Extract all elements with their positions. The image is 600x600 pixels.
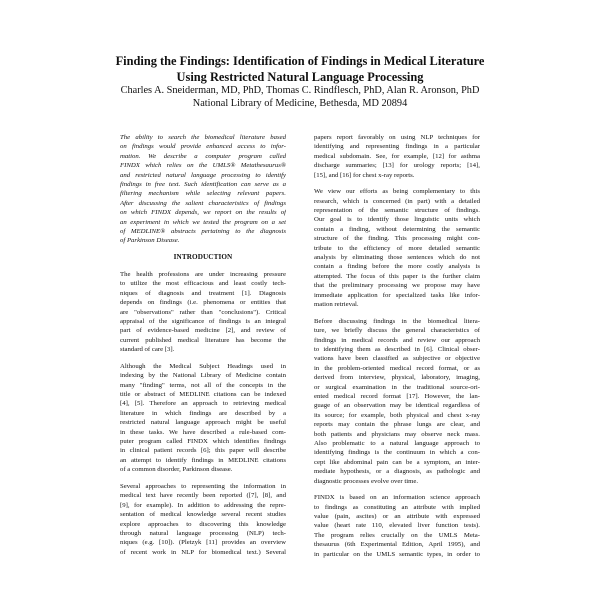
text-line: many "finding" terms, not all of the concepts in the	[120, 381, 286, 389]
text-line: an attempt to identify findings in MEDLINE citations	[120, 456, 286, 464]
text-line: explore approaches to discovering this knowledge	[120, 520, 286, 528]
body-paragraph	[314, 317, 480, 486]
text-line: Although the Medical Subject Headings used in	[120, 362, 286, 370]
text-line: findings in medical records and review our approach	[314, 336, 480, 344]
text-line: in these tasks. We have described a rule-based com-	[120, 428, 286, 436]
text-line: Before discussing findings in the biomedical litera-	[314, 317, 480, 325]
abstract-line: on which FINDX depends, we report on the results of	[120, 209, 286, 217]
text-line: sentation of medical knowledge several recent studies	[120, 511, 286, 519]
text-line: part of evidence-based medicine [2], and review of	[120, 327, 286, 335]
text-line: puter program called FINDX which identifies findings	[120, 438, 286, 446]
text-line: guage of an observation may be identical regardless of	[314, 402, 480, 410]
abstract-line: After discussing the salient characteristics of findings	[120, 199, 286, 207]
title-line: Using Restricted Natural Language Processing	[176, 70, 424, 84]
text-line: [15], and [16] for chest x-ray reports.	[314, 171, 415, 179]
text-line: mediate hypothesis, or a diagnosis, as pathologic and	[314, 468, 480, 476]
body-paragraph	[120, 482, 286, 557]
left-column	[120, 133, 286, 564]
text-line: ture, we briefly discuss the general characteristics of	[314, 327, 480, 335]
text-line: are "observations" rather than "conclusions"). Critical	[120, 308, 286, 316]
text-line: indexing by the National Library of Medicine contain	[120, 372, 286, 380]
body-paragraph	[120, 362, 286, 475]
text-line: medical text have recently been reported ([7], [8], and	[120, 492, 286, 500]
text-line: [4], [5]. Therefore an approach to retrieving medical	[120, 400, 286, 408]
right-column	[314, 133, 480, 566]
abstract-line: on findings would provide enhanced access to infor-	[120, 143, 286, 151]
abstract-line: an experiment in which we tested the program on a set	[120, 218, 286, 226]
body-paragraph	[314, 133, 480, 180]
text-line: mation retrieval.	[314, 301, 359, 309]
text-line: [9], for example). In addition to addressing the repre-	[120, 501, 286, 509]
abstract-line: filtering mechanism while selecting relevant papers.	[120, 190, 286, 198]
text-line: niques of diagnosis and treatment [1]. Diagnosis	[120, 289, 286, 297]
text-line: research, which is concerned (in part) with a detailed	[314, 197, 480, 205]
text-line: We view our efforts as being complementary to this	[314, 188, 480, 196]
text-line: appraisal of the significance of findings is an integral	[120, 318, 286, 325]
affiliation: National Library of Medicine, Bethesda, MD 20894	[192, 97, 408, 109]
text-line: literature in which findings are described by a	[120, 409, 286, 417]
text-line: to findings as constituting an attribute with implied	[314, 503, 480, 511]
text-line: through natural language processing (NLP) tech-	[120, 529, 286, 537]
text-line: title or abstract of MEDLINE citations can be indexed	[120, 391, 286, 399]
abstract-line: of MEDLINE® abstracts pertaining to the diagnosis	[120, 228, 286, 236]
text-line: in the problem-oriented medical record format, or as	[314, 364, 480, 372]
section-heading: INTRODUCTION	[173, 253, 233, 262]
abstract-line: The ability to search the biomedical literature based	[120, 134, 286, 141]
text-line: of a common disorder, Parkinson disease.	[120, 466, 233, 474]
text-line: current published medical literature has become the	[120, 336, 286, 344]
body-paragraph	[314, 493, 480, 559]
text-line: restricted natural language approach might be useful	[120, 419, 286, 427]
body-paragraph	[120, 270, 286, 355]
text-line: contain a finding, without determining the semantic	[314, 225, 480, 233]
text-line: thesaurus (6th Experimental Edition, April 1995), and	[314, 541, 480, 549]
text-line: depends on findings (i.e. phenomena or entities that	[120, 299, 286, 307]
text-line: its source; for example, both physical and chest x-ray	[314, 411, 480, 419]
text-line: vations have been classified as subjective or objective	[314, 355, 480, 363]
abstract-line: FINDX which relies on the UMLS® Metathesaurus®	[120, 162, 286, 170]
text-line: Also problematic to a natural language approach to	[314, 439, 480, 447]
author-names: Charles A. Sneiderman, MD, PhD, Thomas C. Rindflesch, PhD, Alan R. Aronson, PhD	[120, 85, 480, 96]
text-line: The health professions are under increasing pressure	[120, 270, 286, 278]
abstract-line: findings in free text. Such identification can serve as a	[120, 181, 286, 189]
text-line: to utilize the most efficacious and least costly tech-	[120, 280, 286, 288]
text-line: derived from interview, physical, laboratory, imaging,	[314, 374, 480, 382]
text-line: attempted. The focus of this paper is the further claim	[314, 272, 480, 280]
text-line: reports may contain the phrase lungs are clear, and	[314, 421, 480, 429]
text-line: discharge summaries; [13] for urology reports; [14],	[314, 162, 480, 170]
text-line: tribute to the efficiency of more detailed semantic	[314, 244, 480, 252]
abstract-line: of Parkinson Disease.	[120, 237, 180, 245]
text-line: contain a finding before the more costly analysis is	[314, 263, 480, 271]
text-line: value (pain, ascites) or an attribute with expressed	[314, 513, 480, 520]
text-line: ented medical record format [17]. However, the lan-	[314, 392, 480, 400]
text-line: papers report favorably on using NLP techniques for	[314, 134, 480, 141]
text-line: cept like abdominal pain can be a symptom, an inter-	[314, 458, 480, 466]
text-line: identifying findings is the continuum in which a con-	[314, 449, 480, 457]
text-line: niques (e.g. [10]). (Pletzyk [11] provides an overview	[120, 539, 286, 547]
abstract	[120, 133, 286, 246]
text-line: Our goal is to identify those linguistic units which	[314, 216, 480, 224]
abstract-line: and restricted natural language processing to identify	[120, 171, 286, 179]
text-line: in particular on the UMLS semantic types, in order to	[314, 550, 480, 558]
author-block	[0, 85, 600, 110]
abstract-line: mation. We describe a computer program called	[120, 152, 286, 160]
text-line: Several approaches to representing the information in	[120, 482, 286, 490]
text-line: in clinical patient records [6]; this paper will describe	[120, 447, 286, 455]
text-line: representation of the semantic structure of findings.	[314, 207, 480, 215]
text-line: immediate application for specialized tasks like infor-	[314, 291, 480, 299]
text-line: both patients and physicians may observe neck mass.	[314, 430, 480, 438]
text-line: to identifying them as described in [6]. Clinical obser-	[314, 345, 480, 353]
text-line: FINDX is based on an information science approach	[314, 494, 480, 502]
text-line: medical subdomain. See, for example, [12] for asthma	[314, 152, 480, 160]
text-line: or surgical examination in the traditional source-ori-	[314, 383, 480, 391]
text-line: standard of care [3].	[120, 346, 175, 354]
text-line: that the preliminary processing we propose may have	[314, 282, 480, 290]
text-line: value (heart rate 110, elevated liver function tests).	[314, 522, 480, 530]
body-paragraph	[314, 187, 480, 309]
text-line: diagnostic processes evolve over time.	[314, 477, 419, 485]
text-line: The program relies crucially on the UMLS Meta-	[314, 531, 480, 539]
text-line: structure of the finding. This processing might con-	[314, 235, 480, 243]
text-line: of recent work in NLP for biomedical text.) Several	[120, 548, 286, 556]
paper-title	[0, 53, 600, 85]
text-line: analysis by eliminating those sentences which do not	[314, 254, 480, 262]
title-line: Finding the Findings: Identification of Findings in Medical Literature	[115, 54, 485, 68]
text-line: identifying and representing findings in a particular	[314, 143, 480, 151]
